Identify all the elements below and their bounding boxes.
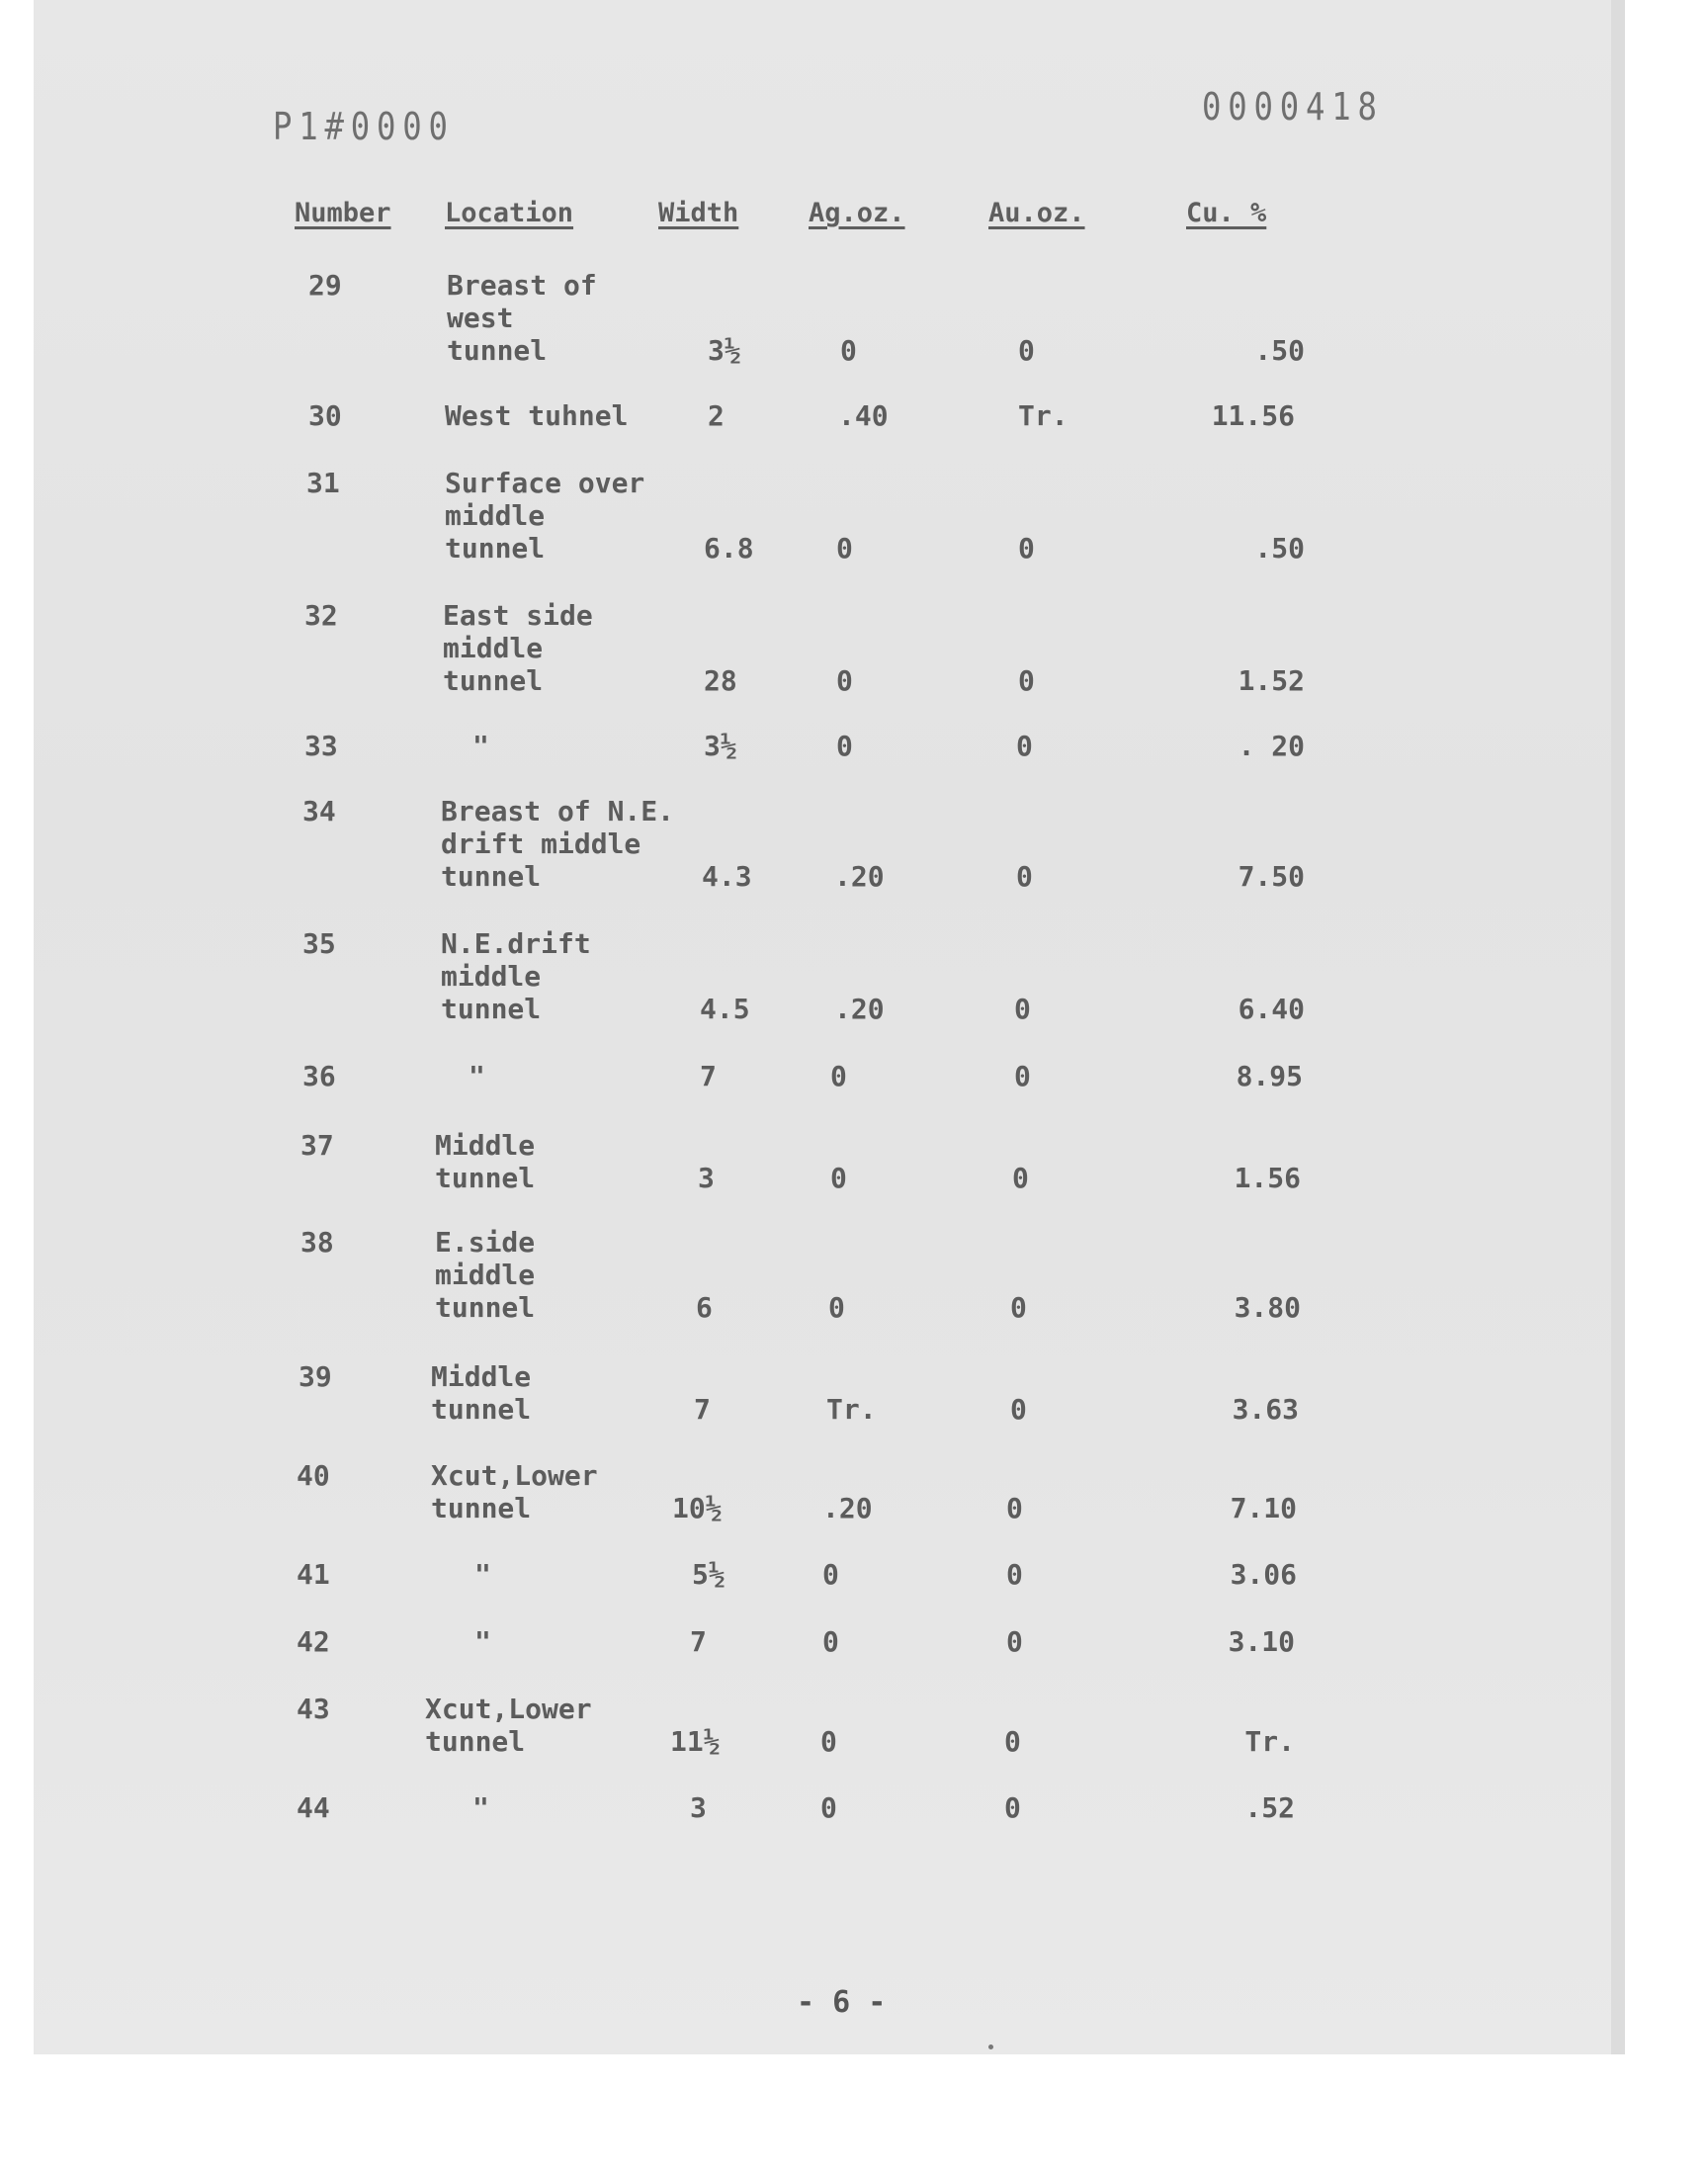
row-au: 0 — [1004, 1791, 1021, 1824]
row-ag: .20 — [834, 993, 885, 1025]
row-location: East side middle tunnel — [443, 599, 593, 697]
row-au: 0 — [1018, 532, 1035, 565]
row-width: 3½ — [704, 730, 737, 762]
paper-speck — [988, 2044, 993, 2049]
row-au: 0 — [1004, 1725, 1021, 1758]
row-location: Xcut,Lower tunnel — [431, 1459, 598, 1524]
row-cu: 11.56 — [1211, 399, 1295, 432]
row-cu: 1.56 — [1234, 1162, 1301, 1194]
header-ag: Ag.oz. — [809, 198, 905, 228]
row-au: 0 — [1006, 1625, 1023, 1658]
row-width: 4.3 — [702, 860, 752, 893]
row-location: " — [474, 1558, 491, 1591]
row-location: N.E.drift middle tunnel — [441, 927, 591, 1025]
row-au: 0 — [1014, 1060, 1031, 1092]
row-location: Middle tunnel — [431, 1360, 532, 1426]
row-location: " — [472, 1791, 489, 1824]
row-location: Breast of N.E. drift middle tunnel — [441, 795, 675, 893]
row-au: 0 — [1010, 1291, 1027, 1324]
row-number: 39 — [299, 1360, 332, 1393]
row-cu: .50 — [1254, 532, 1305, 565]
page-number: - 6 - — [797, 1985, 887, 2020]
row-number: 33 — [304, 730, 338, 762]
row-ag: 0 — [830, 1162, 847, 1194]
row-ag: .20 — [822, 1492, 873, 1524]
row-cu: 3.63 — [1232, 1393, 1299, 1426]
row-ag: Tr. — [826, 1393, 877, 1426]
row-width: 3½ — [708, 334, 741, 367]
row-width: 7 — [690, 1625, 707, 1658]
row-number: 38 — [300, 1226, 334, 1259]
row-location: Middle tunnel — [435, 1129, 536, 1194]
row-location: " — [469, 1060, 485, 1092]
row-ag: 0 — [828, 1291, 845, 1324]
row-width: 11½ — [670, 1725, 721, 1758]
row-number: 44 — [297, 1791, 330, 1824]
row-au: 0 — [1014, 993, 1031, 1025]
row-cu: 8.95 — [1236, 1060, 1303, 1092]
row-number: 37 — [300, 1129, 334, 1162]
row-cu: 1.52 — [1238, 664, 1305, 697]
row-ag: .40 — [838, 399, 889, 432]
row-au: 0 — [1016, 730, 1033, 762]
row-number: 36 — [302, 1060, 336, 1092]
document-id-stamp-right: 0000418 — [1202, 85, 1384, 129]
row-cu: 7.50 — [1238, 860, 1305, 893]
header-width: Width — [658, 198, 739, 228]
row-au: 0 — [1018, 334, 1035, 367]
row-au: 0 — [1006, 1492, 1023, 1524]
row-location: E.side middle tunnel — [435, 1226, 536, 1324]
row-ag: 0 — [820, 1791, 837, 1824]
row-cu: .50 — [1254, 334, 1305, 367]
row-width: 3 — [690, 1791, 707, 1824]
header-location: Location — [445, 198, 574, 228]
row-width: 7 — [700, 1060, 717, 1092]
row-number: 43 — [297, 1693, 330, 1725]
row-location: Xcut,Lower tunnel — [425, 1693, 592, 1758]
row-ag: 0 — [836, 664, 853, 697]
row-width: 6.8 — [704, 532, 754, 565]
row-ag: 0 — [840, 334, 857, 367]
row-width: 28 — [704, 664, 737, 697]
row-width: 6 — [696, 1291, 713, 1324]
document-id-stamp-left: P1#0000 — [273, 105, 455, 148]
row-ag: 0 — [822, 1625, 839, 1658]
row-width: 3 — [698, 1162, 715, 1194]
row-number: 29 — [308, 269, 342, 302]
row-ag: 0 — [836, 730, 853, 762]
row-width: 10½ — [672, 1492, 723, 1524]
row-cu: 3.80 — [1234, 1291, 1301, 1324]
row-cu: Tr. — [1244, 1725, 1295, 1758]
row-cu: .52 — [1244, 1791, 1295, 1824]
row-number: 40 — [297, 1459, 330, 1492]
row-ag: 0 — [820, 1725, 837, 1758]
header-cu: Cu. % — [1186, 198, 1267, 228]
row-location: " — [474, 1625, 491, 1658]
row-au: 0 — [1018, 664, 1035, 697]
row-number: 41 — [297, 1558, 330, 1591]
row-width: 2 — [708, 399, 725, 432]
row-cu: 6.40 — [1238, 993, 1305, 1025]
row-au: 0 — [1016, 860, 1033, 893]
row-au: Tr. — [1018, 399, 1068, 432]
row-location: West tuhnel — [445, 399, 629, 432]
row-cu: 3.10 — [1228, 1625, 1295, 1658]
row-width: 4.5 — [700, 993, 750, 1025]
row-number: 32 — [304, 599, 338, 632]
row-width: 7 — [694, 1393, 711, 1426]
row-cu: . 20 — [1238, 730, 1305, 762]
row-number: 30 — [308, 399, 342, 432]
row-cu: 3.06 — [1230, 1558, 1297, 1591]
row-number: 35 — [302, 927, 336, 960]
row-ag: 0 — [836, 532, 853, 565]
row-number: 42 — [297, 1625, 330, 1658]
row-ag: 0 — [822, 1558, 839, 1591]
header-number: Number — [295, 198, 391, 228]
row-location: Breast of west tunnel — [447, 269, 597, 367]
row-au: 0 — [1010, 1393, 1027, 1426]
row-ag: 0 — [830, 1060, 847, 1092]
paper-edge — [1611, 0, 1625, 2054]
row-cu: 7.10 — [1230, 1492, 1297, 1524]
row-au: 0 — [1006, 1558, 1023, 1591]
row-number: 34 — [302, 795, 336, 827]
row-width: 5½ — [692, 1558, 726, 1591]
row-number: 31 — [306, 467, 340, 499]
header-au: Au.oz. — [988, 198, 1085, 228]
row-au: 0 — [1012, 1162, 1029, 1194]
row-ag: .20 — [834, 860, 885, 893]
row-location: " — [472, 730, 489, 762]
row-location: Surface over middle tunnel — [445, 467, 645, 565]
